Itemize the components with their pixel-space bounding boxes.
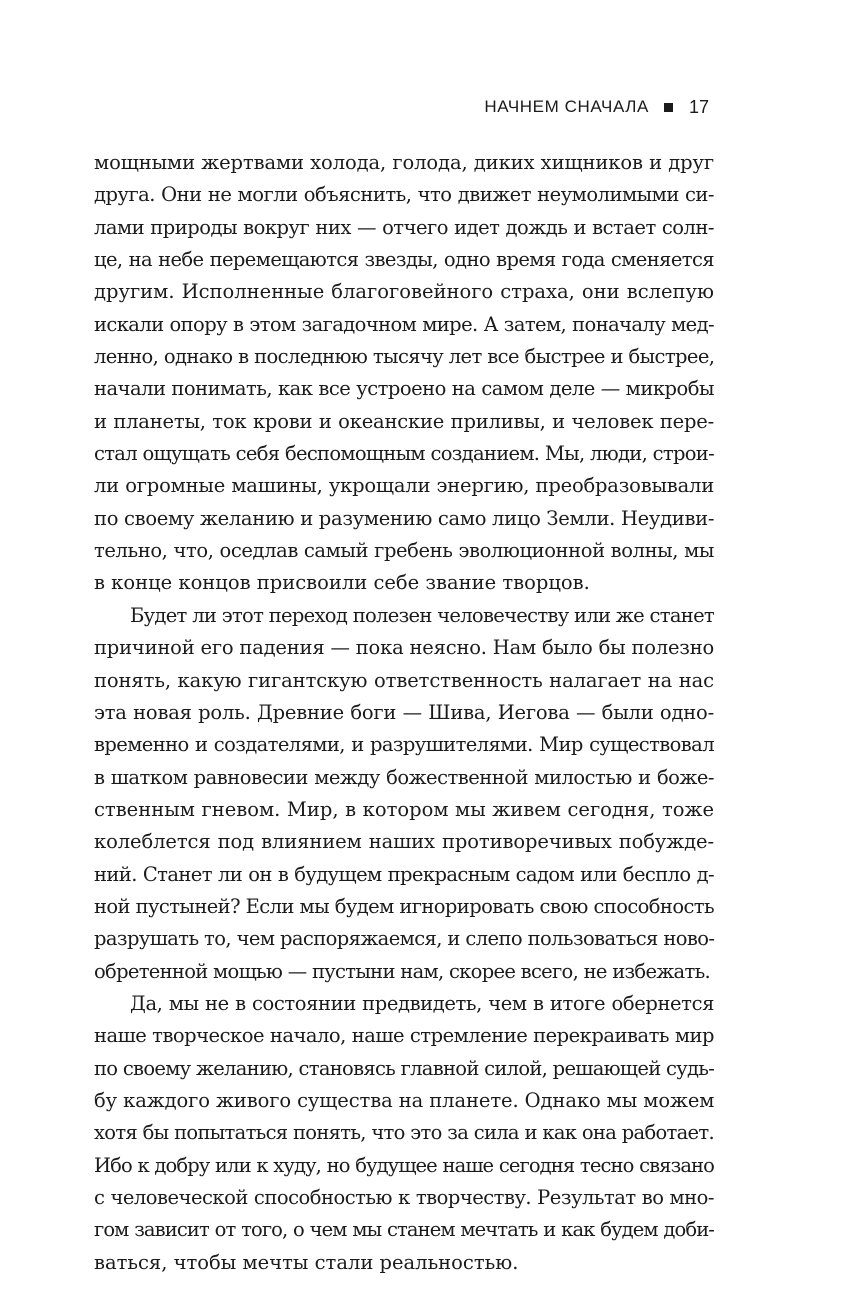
text-line: лами природы вокруг них — отчего идет дождь и встает солн- (94, 215, 714, 239)
text-line: по своему желанию и разумению само лицо Земли. Неудиви- (94, 506, 715, 530)
text-line: с человеческой способностью к творчеству. Результат во мно- (94, 1186, 714, 1209)
text-line: колеблется под влиянием наших противоречивых побужде- (94, 830, 714, 854)
text-line: бу каждого живого существа на планете. Однако мы можем (94, 1088, 715, 1112)
text-line: эта новая роль. Древние боги — Шива, Иегова — были одно- (94, 700, 714, 724)
chapter-title: НАЧНЕМ СНАЧАЛА (484, 97, 649, 116)
text-line: мощными жертвами холода, голода, диких хищников и друг (94, 151, 714, 174)
text-line: причиной его падения — пока неясно. Нам было бы полезно (94, 636, 715, 660)
text-line: ленно, однако в последнюю тысячу лет все быстрее и быстрее, (94, 345, 715, 369)
body-text (94, 147, 714, 1279)
text-line: друга. Они не могли объяснить, что движет неумолимыми си- (94, 183, 714, 207)
paragraph-2 (94, 600, 714, 988)
text-line: разрушать то, чем распоряжаемся, и слепо пользоваться ново- (94, 927, 715, 951)
text-line: хотя бы попытаться понять, что это за сила и как она работает. (94, 1121, 714, 1145)
text-line: по своему желанию, становясь главной силой, решающей судь- (94, 1056, 715, 1080)
paragraph-1 (94, 147, 714, 600)
text-line: ственным гневом. Мир, в котором мы живем сегодня, тоже (94, 797, 714, 821)
text-line: в конце концов присвоили себе звание творцов. (94, 571, 590, 595)
page-number: 17 (688, 97, 709, 117)
text-line: временно и создателями, и разрушителями. Мир существовал (94, 733, 714, 757)
text-line: стал ощущать себя беспомощным созданием. Мы, люди, строи- (94, 442, 714, 466)
text-line: ли огромные машины, укрощали энергию, преобразовывали (94, 474, 714, 498)
text-line: и планеты, ток крови и океанские приливы, и человек пере- (94, 409, 714, 433)
text-line: в шатком равновесии между божественной милостью и боже- (94, 765, 714, 789)
text-line: Ибо к добру или к худу, но будущее наше сегодня тесно связано (94, 1153, 714, 1177)
text-line: ваться, чтобы мечты стали реальностью. (94, 1250, 519, 1274)
text-line: Будет ли этот переход полезен человечеству или же станет (130, 603, 714, 627)
paragraph-3 (94, 988, 714, 1279)
text-line: Да, мы не в состоянии предвидеть, чем в итоге обернется (130, 991, 714, 1015)
text-line: це, на небе перемещаются звезды, одно время года сменяется (94, 248, 714, 272)
text-line: гом зависит от того, о чем мы станем мечтать и как будем доби- (94, 1218, 714, 1242)
text-line: обретенной мощью — пустыни нам, скорее всего, не избежать. (94, 959, 710, 983)
square-bullet-icon (664, 103, 673, 112)
running-header (484, 95, 709, 119)
text-line: ной пустыней? Если мы будем игнорировать свою способность (94, 894, 714, 918)
text-line: понять, какую гигантскую ответственность налагает на нас (94, 668, 714, 692)
text-line: наше творческое начало, наше стремление перекраивать мир (94, 1024, 714, 1048)
text-line: тельно, что, оседлав самый гребень эволюционной волны, мы (94, 539, 714, 563)
text-line: начали понимать, как все устроено на самом деле — микробы (94, 377, 714, 401)
text-line: другим. Исполненные благоговейного страха, они вслепую (94, 280, 714, 304)
text-line: искали опору в этом загадочном мире. А затем, поначалу мед- (94, 312, 714, 336)
text-line: ний. Станет ли он в будущем прекрасным садом или беспло д- (94, 862, 714, 886)
